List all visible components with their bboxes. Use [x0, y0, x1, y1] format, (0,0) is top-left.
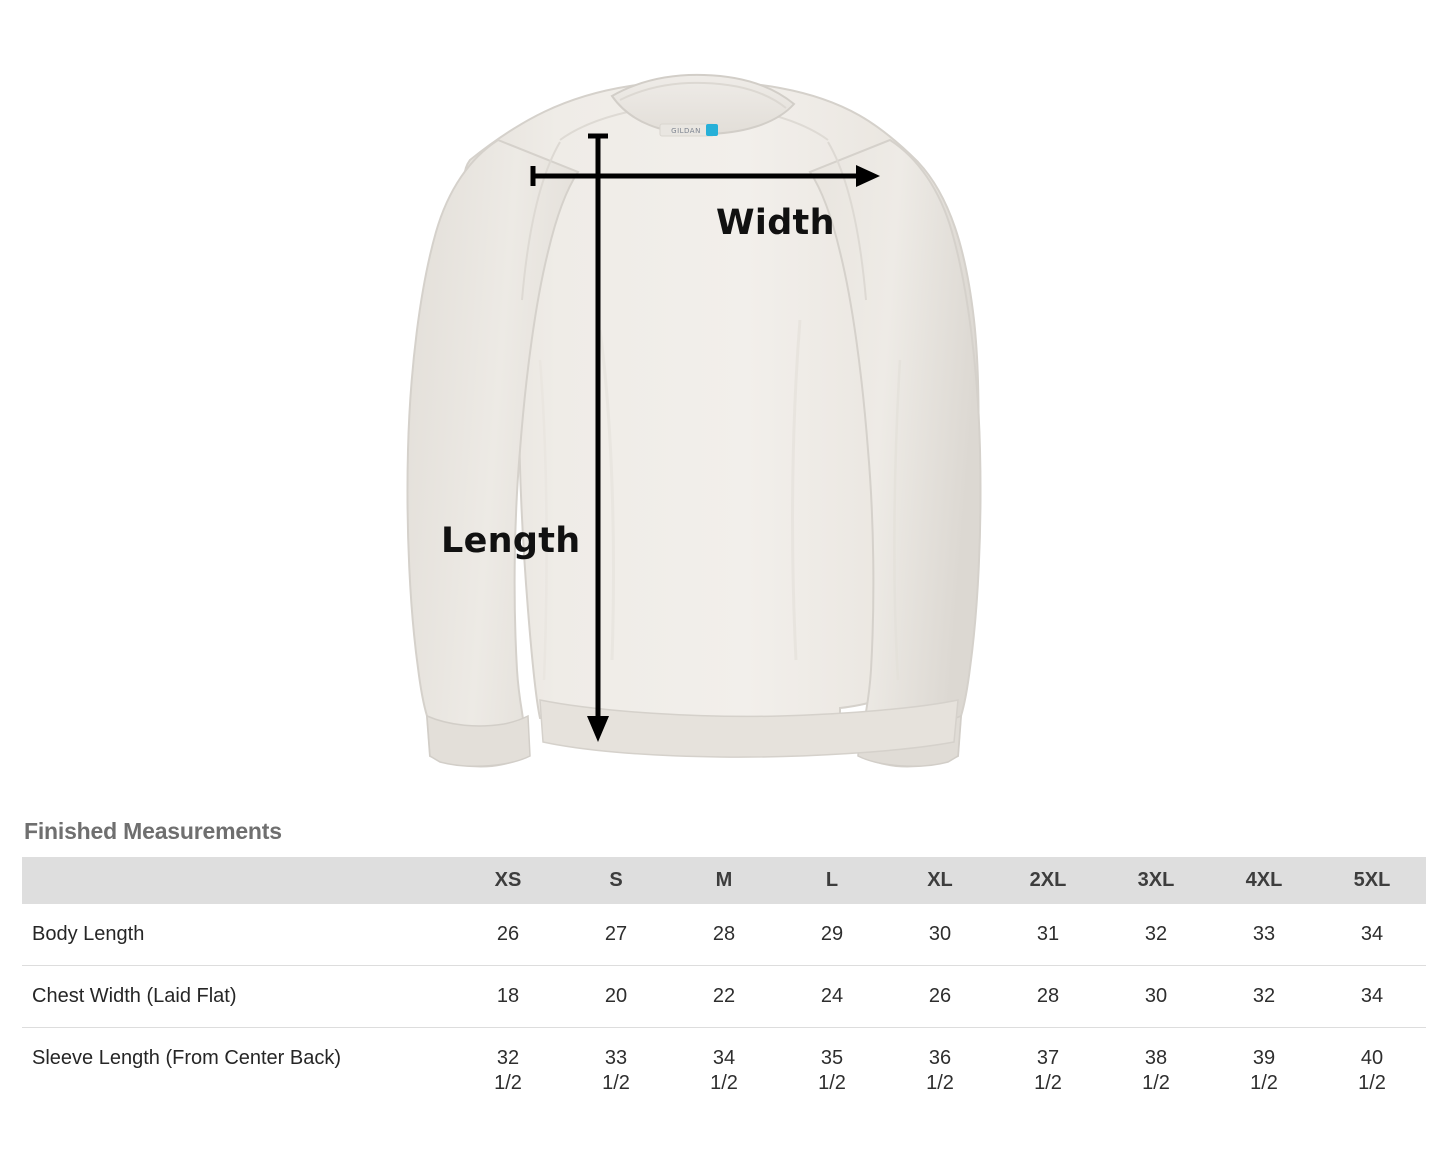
- header-size-l: L: [825, 869, 839, 891]
- cell-chest-width-5xl: 34: [1318, 966, 1426, 1028]
- cell-chest-width-2xl: 28: [994, 966, 1102, 1028]
- value: 35: [820, 1047, 844, 1069]
- value: 34: [712, 1047, 736, 1069]
- width-label: Width: [716, 203, 835, 243]
- cell-body-length-xl: 30: [886, 904, 994, 966]
- value: 36: [928, 1047, 952, 1069]
- row-label-sleeve-length: Sleeve Length (From Center Back): [32, 1047, 342, 1069]
- fraction: 1/2: [494, 1072, 522, 1094]
- fraction: 1/2: [1034, 1072, 1062, 1094]
- cell-sleeve-length-l: [778, 1028, 886, 1115]
- cell-body-length-s: 27: [562, 904, 670, 966]
- fraction: 1/2: [602, 1072, 630, 1094]
- cell-chest-width-m: 22: [670, 966, 778, 1028]
- measurements-title: Finished Measurements: [24, 818, 282, 844]
- value: 32: [496, 1047, 520, 1069]
- header-size-3xl: 3XL: [1137, 869, 1175, 891]
- table-row: [22, 1028, 1426, 1115]
- fraction: 1/2: [1250, 1072, 1278, 1094]
- header-size-xs: XS: [494, 869, 522, 891]
- cell-sleeve-length-3xl: [1102, 1028, 1210, 1115]
- size-chart-table: [22, 857, 1426, 1114]
- cell-body-length-4xl: 33: [1210, 904, 1318, 966]
- table-header-row: [22, 857, 1426, 904]
- value: 38: [1144, 1047, 1168, 1069]
- fraction: 1/2: [1142, 1072, 1170, 1094]
- cell-sleeve-length-xl: [886, 1028, 994, 1115]
- sweatshirt-body: [407, 75, 980, 767]
- fraction: 1/2: [926, 1072, 954, 1094]
- header-size-s: S: [609, 869, 623, 891]
- cell-body-length-3xl: 32: [1102, 904, 1210, 966]
- header-size-m: M: [715, 869, 733, 891]
- fraction: 1/2: [818, 1072, 846, 1094]
- fraction: 1/2: [1358, 1072, 1386, 1094]
- svg-text:GILDAN: GILDAN: [671, 127, 701, 135]
- cell-sleeve-length-4xl: [1210, 1028, 1318, 1115]
- length-label: Length: [441, 521, 581, 561]
- cell-sleeve-length-xs: [454, 1028, 562, 1115]
- row-label-chest-width: Chest Width (Laid Flat): [22, 966, 454, 1028]
- value: 40: [1360, 1047, 1384, 1069]
- row-label-body-length: Body Length: [22, 904, 454, 966]
- cell-body-length-l: 29: [778, 904, 886, 966]
- finished-measurements-section: [22, 818, 1422, 1114]
- header-size-5xl: 5XL: [1353, 869, 1391, 891]
- cell-body-length-5xl: 34: [1318, 904, 1426, 966]
- cell-chest-width-xl: 26: [886, 966, 994, 1028]
- table-row: [22, 904, 1426, 966]
- fraction: 1/2: [710, 1072, 738, 1094]
- cell-sleeve-length-s: [562, 1028, 670, 1115]
- cell-body-length-xs: 26: [454, 904, 562, 966]
- value: 37: [1036, 1047, 1060, 1069]
- header-size-xl: XL: [927, 869, 953, 891]
- cell-sleeve-length-5xl: [1318, 1028, 1426, 1115]
- cell-body-length-m: 28: [670, 904, 778, 966]
- cell-chest-width-4xl: 32: [1210, 966, 1318, 1028]
- cell-body-length-2xl: 31: [994, 904, 1102, 966]
- header-size-2xl: 2XL: [1029, 869, 1067, 891]
- table-row: [22, 966, 1426, 1028]
- cell-chest-width-3xl: 30: [1102, 966, 1210, 1028]
- value: 33: [604, 1047, 628, 1069]
- cell-chest-width-s: 20: [562, 966, 670, 1028]
- cell-sleeve-length-2xl: [994, 1028, 1102, 1115]
- cell-chest-width-l: 24: [778, 966, 886, 1028]
- header-size-4xl: 4XL: [1245, 869, 1283, 891]
- cell-sleeve-length-m: [670, 1028, 778, 1115]
- cell-chest-width-xs: 18: [454, 966, 562, 1028]
- value: 39: [1252, 1047, 1276, 1069]
- header-measurement: [22, 857, 454, 904]
